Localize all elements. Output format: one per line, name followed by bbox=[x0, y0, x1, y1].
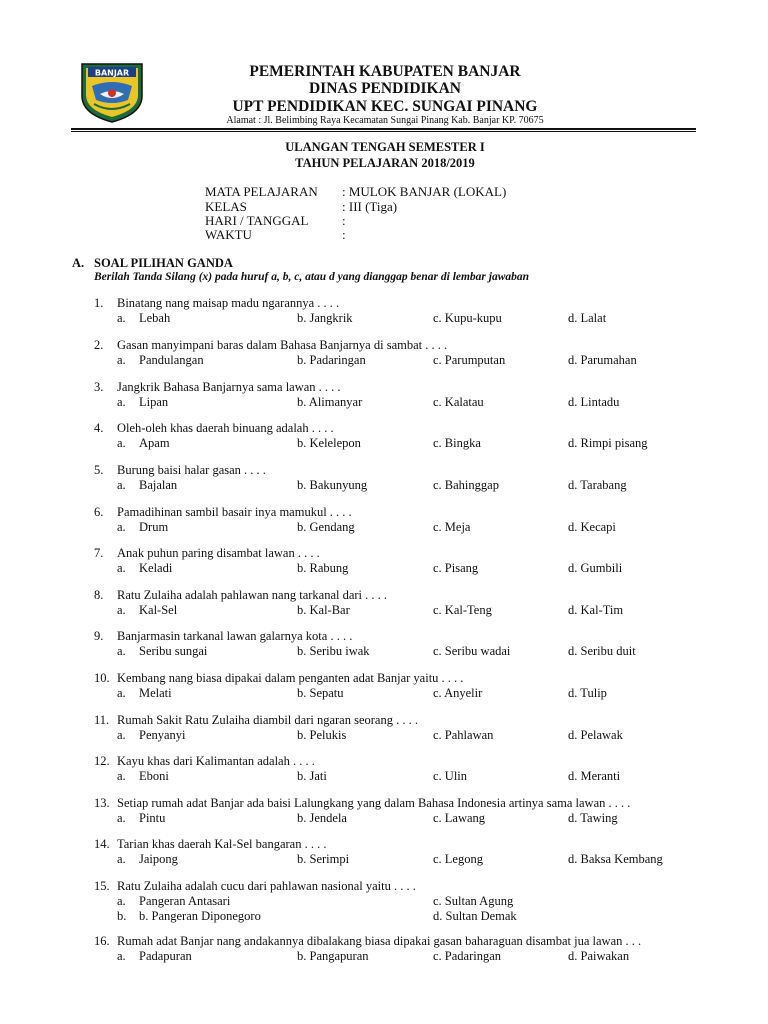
answer-option: c. Kal-Teng bbox=[433, 603, 492, 617]
question-number: 11. bbox=[94, 713, 110, 727]
question-text: Anak puhun paring disambat lawan . . . . bbox=[117, 546, 320, 560]
answer-option: Keladi bbox=[139, 561, 173, 575]
logo-text: BANJAR bbox=[94, 68, 130, 78]
header-divider-thin bbox=[71, 131, 696, 132]
answer-option: c. Parumputan bbox=[433, 353, 506, 367]
answer-option: d. Lalat bbox=[568, 311, 607, 325]
question-text: Pamadihinan sambil basair inya mamukul . . . . bbox=[117, 505, 352, 519]
answer-option: b. Seribu iwak bbox=[297, 644, 370, 658]
answer-option: c. Padaringan bbox=[433, 949, 502, 963]
info-label: MATA PELAJARAN bbox=[205, 184, 318, 199]
answer-option: d. Lintadu bbox=[568, 395, 620, 409]
question-text: Rumah adat Banjar nang andakannya dibalakang biasa dipakai gasan baharaguan disambat jua lawan . . . bbox=[117, 934, 642, 948]
exam-title: ULANGAN TENGAH SEMESTER I bbox=[285, 140, 485, 154]
info-value: : bbox=[342, 227, 346, 242]
question-text: Ratu Zulaiha adalah pahlawan nang tarkanal dari . . . . bbox=[117, 588, 388, 602]
answer-option: b. Padaringan bbox=[297, 353, 366, 367]
section-letter: A. bbox=[72, 256, 85, 270]
answer-option: d. Tulip bbox=[568, 686, 607, 700]
info-value: : III (Tiga) bbox=[342, 199, 398, 214]
question-number: 7. bbox=[94, 546, 104, 560]
option-letter: a. bbox=[117, 478, 126, 492]
question-text: Burung baisi halar gasan . . . . bbox=[117, 463, 266, 477]
answer-option: c. Bahinggap bbox=[433, 478, 499, 492]
question-number: 2. bbox=[94, 338, 104, 352]
answer-option: Lebah bbox=[139, 311, 171, 325]
question-text: Oleh-oleh khas daerah binuang adalah . . . . bbox=[117, 421, 334, 435]
answer-option: d. Seribu duit bbox=[568, 644, 636, 658]
answer-option: b. Rabung bbox=[297, 561, 349, 575]
answer-option: Jaipong bbox=[139, 852, 178, 866]
option-letter: a. bbox=[117, 686, 126, 700]
answer-option: Bajalan bbox=[139, 478, 178, 492]
header-unit: UPT PENDIDIKAN KEC. SUNGAI PINANG bbox=[232, 98, 538, 115]
question-number: 1. bbox=[94, 296, 104, 310]
answer-option: c. Kalatau bbox=[433, 395, 484, 409]
option-letter: a. bbox=[117, 949, 126, 963]
option-letter: a. bbox=[117, 769, 126, 783]
option-letter: a. bbox=[117, 395, 126, 409]
question-text: Kayu khas dari Kalimantan adalah . . . . bbox=[117, 754, 315, 768]
question-text: Gasan manyimpani baras dalam Bahasa Banjarnya di sambat . . . . bbox=[117, 338, 448, 352]
section-instruction: Berilah Tanda Silang (x) pada huruf a, b, c, atau d yang dianggap benar di lembar jawaban bbox=[94, 271, 530, 283]
answer-option: c. Lawang bbox=[433, 811, 486, 825]
answer-option: d. Pelawak bbox=[568, 728, 623, 742]
answer-option: b. Serimpi bbox=[297, 852, 350, 866]
question-number: 14. bbox=[94, 837, 110, 851]
question-number: 10. bbox=[94, 671, 110, 685]
question-text: Kembang nang biasa dipakai dalam penganten adat Banjar yaitu . . . . bbox=[117, 671, 464, 685]
option-letter: b. bbox=[117, 909, 127, 923]
question-number: 12. bbox=[94, 754, 110, 768]
answer-option: d. Sultan Demak bbox=[433, 909, 517, 923]
answer-option: d. Parumahan bbox=[568, 353, 637, 367]
option-letter: a. bbox=[117, 644, 126, 658]
question-number: 15. bbox=[94, 879, 110, 893]
question-number: 3. bbox=[94, 380, 104, 394]
answer-option: b. Pangeran Diponegoro bbox=[139, 909, 261, 923]
answer-option: b. Pangapuran bbox=[297, 949, 369, 963]
answer-option: d. Gumbili bbox=[568, 561, 623, 575]
question-number: 8. bbox=[94, 588, 104, 602]
header-department: DINAS PENDIDIKAN bbox=[308, 80, 461, 97]
answer-option: b. Pelukis bbox=[297, 728, 347, 742]
option-letter: a. bbox=[117, 811, 126, 825]
answer-option: c. Sultan Agung bbox=[433, 894, 514, 908]
exam-year: TAHUN PELAJARAN 2018/2019 bbox=[295, 156, 475, 170]
answer-option: Eboni bbox=[139, 769, 169, 783]
question-text: Banjarmasin tarkanal lawan galarnya kota . . . . bbox=[117, 629, 353, 643]
question-number: 13. bbox=[94, 796, 110, 810]
answer-option: Lipan bbox=[139, 395, 169, 409]
answer-option: d. Paiwakan bbox=[568, 949, 630, 963]
answer-option: b. Sepatu bbox=[297, 686, 344, 700]
answer-option: c. Anyelir bbox=[433, 686, 483, 700]
option-letter: a. bbox=[117, 728, 126, 742]
answer-option: c. Meja bbox=[433, 520, 471, 534]
question-text: Tarian khas daerah Kal-Sel bangaran . . . . bbox=[117, 837, 327, 851]
answer-option: c. Kupu-kupu bbox=[433, 311, 502, 325]
section-name: SOAL PILIHAN GANDA bbox=[94, 256, 233, 270]
answer-option: Apam bbox=[139, 436, 170, 450]
answer-option: c. Ulin bbox=[433, 769, 468, 783]
answer-option: c. Pisang bbox=[433, 561, 479, 575]
answer-option: Pangeran Antasari bbox=[139, 894, 231, 908]
question-number: 4. bbox=[94, 421, 104, 435]
question-text: Jangkrik Bahasa Banjarnya sama lawan . . . . bbox=[117, 380, 341, 394]
answer-option: Pintu bbox=[139, 811, 166, 825]
option-letter: a. bbox=[117, 436, 126, 450]
answer-option: Pandulangan bbox=[139, 353, 204, 367]
info-label: HARI / TANGGAL bbox=[205, 213, 309, 228]
answer-option: d. Baksa Kembang bbox=[568, 852, 663, 866]
answer-option: Melati bbox=[139, 686, 172, 700]
question-number: 5. bbox=[94, 463, 104, 477]
answer-option: b. Kal-Bar bbox=[297, 603, 350, 617]
info-label: WAKTU bbox=[205, 227, 252, 242]
answer-option: b. Bakunyung bbox=[297, 478, 368, 492]
option-letter: a. bbox=[117, 561, 126, 575]
answer-option: b. Jati bbox=[297, 769, 327, 783]
question-number: 9. bbox=[94, 629, 104, 643]
option-letter: a. bbox=[117, 311, 126, 325]
answer-option: d. Kal-Tim bbox=[568, 603, 624, 617]
option-letter: a. bbox=[117, 852, 126, 866]
question-text: Rumah Sakit Ratu Zulaiha diambil dari ngaran seorang . . . . bbox=[117, 713, 418, 727]
option-letter: a. bbox=[117, 603, 126, 617]
answer-option: Seribu sungai bbox=[139, 644, 208, 658]
answer-option: c. Seribu wadai bbox=[433, 644, 511, 658]
answer-option: b. Jendela bbox=[297, 811, 347, 825]
answer-option: Padapuran bbox=[139, 949, 192, 963]
answer-option: b. Gendang bbox=[297, 520, 355, 534]
answer-option: Drum bbox=[139, 520, 169, 534]
answer-option: c. Pahlawan bbox=[433, 728, 494, 742]
banjar-logo bbox=[80, 62, 144, 124]
answer-option: d. Tawing bbox=[568, 811, 618, 825]
answer-option: c. Legong bbox=[433, 852, 483, 866]
header-government: PEMERINTAH KABUPATEN BANJAR bbox=[249, 63, 521, 80]
info-value: : bbox=[342, 213, 346, 228]
answer-option: Penyanyi bbox=[139, 728, 186, 742]
answer-option: d. Meranti bbox=[568, 769, 621, 783]
answer-option: d. Rimpi pisang bbox=[568, 436, 648, 450]
option-letter: a. bbox=[117, 894, 126, 908]
info-value: : MULOK BANJAR (LOKAL) bbox=[342, 184, 507, 199]
answer-option: c. Bingka bbox=[433, 436, 481, 450]
header-divider-thick bbox=[71, 128, 696, 130]
answer-option: d. Tarabang bbox=[568, 478, 627, 492]
answer-option: Kal-Sel bbox=[139, 603, 178, 617]
question-text: Ratu Zulaiha adalah cucu dari pahlawan nasional yaitu . . . . bbox=[117, 879, 416, 893]
option-letter: a. bbox=[117, 520, 126, 534]
header-address: Alamat : Jl. Belimbing Raya Kecamatan Sungai Pinang Kab. Banjar KP. 70675 bbox=[226, 115, 544, 126]
answer-option: b. Kelelepon bbox=[297, 436, 361, 450]
question-text: Setiap rumah adat Banjar ada baisi Lalungkang yang dalam Bahasa Indonesia artinya sama lawan . . . . bbox=[117, 796, 631, 810]
question-text: Binatang nang maisap madu ngarannya . . . . bbox=[117, 296, 340, 310]
info-label: KELAS bbox=[205, 199, 247, 214]
option-letter: a. bbox=[117, 353, 126, 367]
answer-option: b. Jangkrik bbox=[297, 311, 353, 325]
question-number: 16. bbox=[94, 934, 110, 948]
answer-option: b. Alimanyar bbox=[297, 395, 363, 409]
answer-option: d. Kecapi bbox=[568, 520, 616, 534]
question-number: 6. bbox=[94, 505, 104, 519]
